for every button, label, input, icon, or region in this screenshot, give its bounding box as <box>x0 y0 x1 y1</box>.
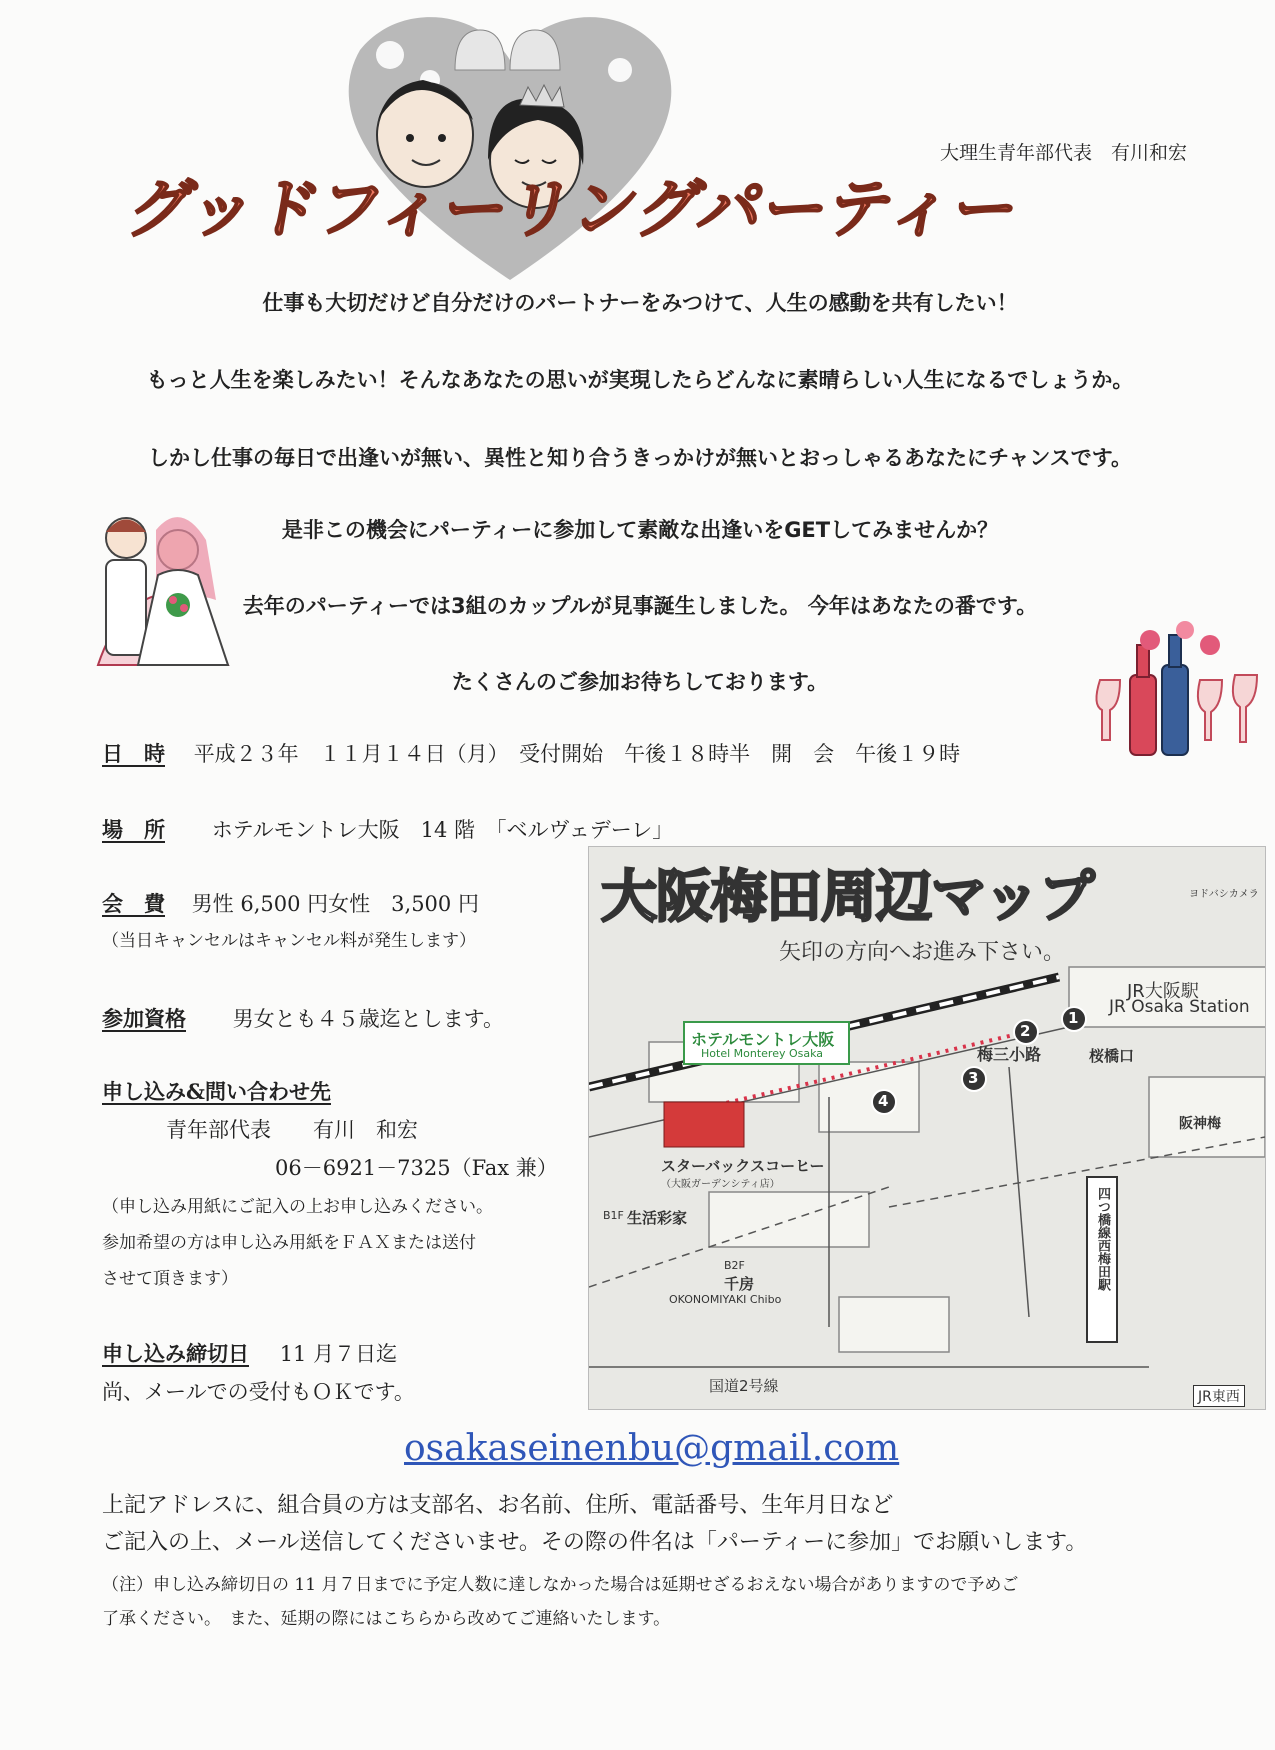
fee-note: （当日キャンセルはキャンセル料が発生します） <box>102 931 476 951</box>
map-label-hanshin: 阪神梅 <box>1179 1116 1221 1132</box>
footer-line-1: 上記アドレスに、組合員の方は支部名、お名前、住所、電話番号、生年月日など <box>102 1493 894 1518</box>
map-label-chibo-en: OKONOMIYAKI Chibo <box>669 1293 782 1306</box>
deadline-value: 11 月７日迄 <box>279 1342 398 1366</box>
map-label-b2f: B2F <box>724 1259 745 1272</box>
map-label-yodobashi: ヨドバシカメラ <box>1189 889 1259 900</box>
fee-row <box>102 888 479 918</box>
map-label-umesan: 梅三小路 <box>977 1045 1042 1064</box>
contact-name: 青年部代表 有川 和宏 <box>166 1118 418 1142</box>
area-map <box>588 846 1266 1410</box>
intro-line-2: もっと人生を楽しみたい！そんなあなたの思いが実現したらどんなに素晴らしい人生になるでしょうか。 <box>146 368 1134 392</box>
map-label-hotel: ホテルモントレ大阪 <box>691 1030 835 1049</box>
organizer-name: 大理生青年部代表 有川和宏 <box>940 142 1188 164</box>
date-label: 日 時 <box>102 741 165 766</box>
map-label-hotel-en: Hotel Monterey Osaka <box>701 1047 824 1060</box>
map-marker-1: 1 <box>1068 1009 1079 1027</box>
map-label-starbucks: スターバックスコーヒー <box>661 1157 825 1175</box>
date-row <box>102 738 960 768</box>
place-row <box>102 814 673 844</box>
contact-phone: 06－6921－7325（Fax 兼） <box>275 1156 558 1180</box>
event-title: グッドフィーリングパーティー <box>122 173 1025 247</box>
map-label-jr-osaka-en: JR Osaka Station <box>1109 997 1250 1017</box>
map-label-route2: 国道2号線 <box>709 1377 779 1395</box>
map-label-b1f: B1F <box>603 1209 624 1222</box>
contact-note-2: 参加希望の方は申し込み用紙をＦＡＸまたは送付 <box>102 1233 476 1253</box>
contact-label: 申し込み&問い合わせ先 <box>102 1079 331 1104</box>
place-value: ホテルモントレ大阪 14 階 「ベルヴェデーレ」 <box>211 818 674 842</box>
map-label-chibo: 千房 <box>724 1275 755 1293</box>
qualification-label: 参加資格 <box>102 1006 186 1031</box>
map-label-jr-osaka: JR大阪駅 <box>1127 981 1199 1002</box>
map-marker-2: 2 <box>1020 1022 1031 1040</box>
map-label-starbucks-sub: （大阪ガーデンシティ店） <box>661 1179 780 1190</box>
qualification-value: 男女とも４５歳迄とします。 <box>232 1007 505 1031</box>
map-label-sakurabashi: 桜橋口 <box>1089 1047 1135 1065</box>
wine-bottles-illustration <box>1090 620 1275 760</box>
intro-line-4: 是非この機会にパーティーに参加して素敵な出逢いをGETしてみませんか？ <box>281 518 999 542</box>
place-label: 場 所 <box>102 817 165 842</box>
date-value: 平成２３年 １１月１４日（月） 受付開始 午後１８時半 開 会 午後１９時 <box>193 742 961 766</box>
qualification-row <box>102 1003 504 1033</box>
intro-line-5: 去年のパーティーでは3組のカップルが見事誕生しました。 今年はあなたの番です。 <box>242 594 1038 618</box>
map-marker-4: 4 <box>878 1092 889 1110</box>
wedding-couple-illustration <box>78 500 248 670</box>
map-subtitle: 矢印の方向へお進み下さい。 <box>779 940 1066 965</box>
footer-note-1: （注）申し込み締切日の 11 月７日までに予定人数に達しなかった場合は延期せざるおえない場合がありますので予めご <box>102 1575 1019 1595</box>
map-label-yotsubashi: 四つ橋線西梅田駅 <box>1095 1187 1110 1291</box>
footer-line-2: ご記入の上、メール送信してくださいませ。その際の件名は「パーティーに参加」でお願いします。 <box>102 1530 1088 1555</box>
intro-line-1: 仕事も大切だけど自分だけのパートナーをみつけて、人生の感動を共有したい！ <box>262 291 1018 315</box>
contact-label-row <box>102 1076 331 1106</box>
map-label-jr-tozai: JR東西 <box>1193 1385 1245 1407</box>
contact-note-3: させて頂きます） <box>102 1269 238 1289</box>
map-title: 大阪梅田周辺マップ <box>601 865 1094 930</box>
deadline-row <box>102 1338 397 1368</box>
footer-note-2: 了承ください。 また、延期の際にはこちらから改めてご連絡いたします。 <box>102 1609 671 1629</box>
mail-ok-note: 尚、メールでの受付もＯＫです。 <box>102 1380 415 1404</box>
map-label-seikatsu: 生活彩家 <box>627 1209 688 1227</box>
intro-line-3: しかし仕事の毎日で出逢いが無い、異性と知り合うきっかけが無いとおっしゃるあなたにチャンスです。 <box>147 446 1133 470</box>
contact-email-link[interactable]: osakaseinenbu@gmail.com <box>404 1428 900 1469</box>
map-marker-3: 3 <box>968 1069 979 1087</box>
contact-note-1: （申し込み用紙にご記入の上お申し込みください。 <box>102 1197 493 1217</box>
deadline-label: 申し込み締切日 <box>102 1341 249 1366</box>
fee-label: 会 費 <box>102 891 165 916</box>
fee-value: 男性 6,500 円女性 3,500 円 <box>191 892 479 916</box>
intro-line-6: たくさんのご参加お待ちしております。 <box>451 670 829 694</box>
